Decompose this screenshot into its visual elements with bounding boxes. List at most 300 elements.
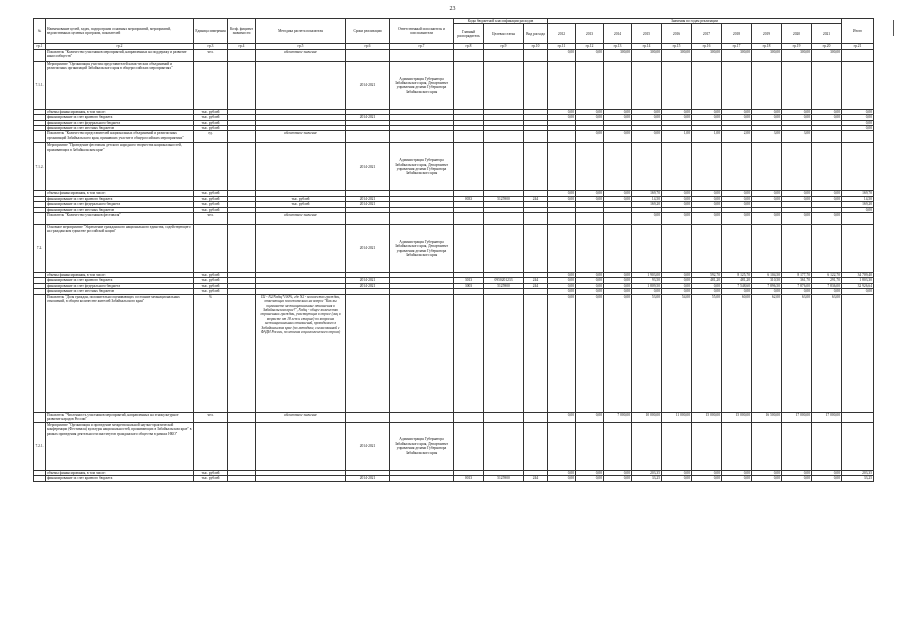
empty-cell: [548, 422, 576, 470]
empty-cell: [752, 422, 782, 470]
year-value: 0,00: [548, 109, 576, 114]
unit-cell: чел.: [194, 213, 228, 225]
deadline-cell: 2014-2021: [346, 476, 390, 481]
year-value: 0,00: [604, 273, 632, 278]
year-value: 0,00: [722, 289, 752, 294]
header-deadline: Сроки реализации: [346, 19, 390, 44]
financing-row: [34, 476, 874, 481]
gr-cell: 3003: [454, 283, 484, 288]
year-value: 481,20: [692, 278, 722, 283]
year-value: 0,00: [752, 115, 782, 120]
total-value: 34 709,40: [842, 273, 874, 278]
year-value: 0,00: [692, 191, 722, 196]
year-value: 17 000,00: [782, 412, 812, 422]
gr-cell: [454, 213, 484, 225]
header-total: Итого: [842, 19, 874, 44]
year-value: 0,00: [692, 213, 722, 225]
year-value: 310,50: [752, 278, 782, 283]
year-value: 0,00: [692, 202, 722, 207]
empty-cell: [454, 61, 484, 109]
year-value: 1 809,50: [632, 283, 662, 288]
cs-cell: 5125900: [484, 196, 524, 201]
header-vr: Вид расхода: [524, 24, 548, 44]
coef-cell: [228, 476, 256, 481]
year-value: 7 836,00: [812, 283, 842, 288]
year-value: 17 000,00: [812, 412, 842, 422]
year-value: 1 903,00: [632, 273, 662, 278]
colnum-cell: гр.4: [228, 44, 256, 49]
year-value: 0,00: [576, 289, 604, 294]
year-value: 0,00: [576, 470, 604, 475]
colnum-cell: гр.8: [454, 44, 484, 49]
header-year: 2014: [604, 24, 632, 44]
header-year: 2018: [722, 24, 752, 44]
coef-cell: [228, 213, 256, 225]
year-value: 7 876,00: [782, 283, 812, 288]
header-bk-group: Коды бюджетной классификации расходов: [454, 19, 548, 24]
year-value: 0,00: [752, 196, 782, 201]
executor-cell: Администрация Губернатора Забайкальского края, Департамент управления делами Губернатора Забайкальского края: [390, 225, 454, 273]
year-value: 0,00: [576, 476, 604, 481]
year-value: 3,00: [752, 131, 782, 143]
unit-cell: [194, 143, 228, 191]
vr-cell: [524, 294, 548, 412]
year-value: 6 104,50: [752, 273, 782, 278]
coef-cell: [228, 294, 256, 412]
empty-cell: [454, 225, 484, 273]
empty-cell: [722, 225, 752, 273]
year-value: 0,00: [576, 49, 604, 61]
unit-cell: тыс. рублей: [194, 476, 228, 481]
event-row: [34, 422, 874, 470]
gr-cell: [454, 294, 484, 412]
financing-label: объемы финансирования, в том числе:: [46, 191, 194, 196]
event-name: Мероприятие "Проведение фестиваля детского народного творчества национальностей, проживающих в Забайкальском крае": [46, 143, 194, 191]
year-value: 2,00: [722, 131, 752, 143]
year-value: 0,00: [662, 289, 692, 294]
financing-label: объемы финансирования, в том числе:: [46, 109, 194, 114]
year-value: 7 000,00: [604, 412, 632, 422]
total-value: 169,70: [842, 191, 874, 196]
year-value: 0,00: [662, 115, 692, 120]
year-value: 300,00: [692, 49, 722, 61]
total-value: [842, 213, 874, 225]
year-value: 0,00: [662, 191, 692, 196]
empty-cell: [662, 61, 692, 109]
event-name: Мероприятие "Организация и проведение межрегиональной научно-практической конференции (Фестиваля) культуры национальностей, проживающих в Забайкальском крае" в рамках проведения деятельности институтов гражданского общества в рамках НКО": [46, 422, 194, 470]
deadline-cell: [346, 294, 390, 412]
year-value: 0,00: [576, 115, 604, 120]
year-value: 1,00: [662, 131, 692, 143]
header-year: 2020: [782, 24, 812, 44]
empty-cell: [632, 143, 662, 191]
indicator-name: Показатель "Количество представителей национальных объединений и религиозных организаций Забайкальского края, принявших участие в общероссийских мероприятиях": [46, 131, 194, 143]
empty-cell: [454, 422, 484, 470]
header-years-group: Значения по годам реализации: [548, 19, 842, 24]
deadline-cell: 2014-2021: [346, 422, 390, 470]
executor-cell: Администрация Губернатора Забайкальского края, Департамент управления делами Губернатора Забайкальского края: [390, 143, 454, 191]
empty-cell: [692, 61, 722, 109]
year-value: 0,00: [604, 294, 632, 412]
empty-cell: [752, 143, 782, 191]
year-value: 0,00: [692, 196, 722, 201]
colnum-cell: гр.18: [752, 44, 782, 49]
empty-cell: [484, 422, 524, 470]
row-number: [34, 49, 46, 61]
empty-cell: [632, 61, 662, 109]
year-value: 0,00: [548, 294, 576, 412]
year-value: 0,00: [782, 476, 812, 481]
total-value: 33,25: [842, 476, 874, 481]
unit-cell: тыс. рублей: [194, 470, 228, 475]
empty-cell: [782, 61, 812, 109]
cs-cell: [484, 412, 524, 422]
method-cell: [256, 143, 346, 191]
year-value: 0,00: [722, 115, 752, 120]
year-value: 361,70: [782, 278, 812, 283]
unit-cell: тыс. рублей: [194, 109, 228, 114]
gr-cell: [454, 131, 484, 143]
year-value: 0,00: [576, 196, 604, 201]
financing-label: финансирование за счет федерального бюджета: [46, 120, 194, 125]
empty-cell: [662, 422, 692, 470]
unit-cell: тыс. рублей: [194, 191, 228, 196]
year-value: 0,00: [722, 470, 752, 475]
method-cell: [256, 225, 346, 273]
colnum-cell: гр.12: [576, 44, 604, 49]
year-value: 0,00: [632, 115, 662, 120]
year-value: 10 000,00: [632, 412, 662, 422]
year-value: 0,00: [692, 476, 722, 481]
year-value: 0,00: [812, 470, 842, 475]
page-number: 23: [449, 6, 456, 12]
year-value: 300,00: [632, 49, 662, 61]
year-value: 169,20: [632, 202, 662, 207]
cs-cell: 0950201233: [484, 278, 524, 283]
coef-cell: [228, 131, 256, 143]
header-year: 2016: [662, 24, 692, 44]
empty-cell: [524, 422, 548, 470]
financing-label: финансирование за счет местных бюджетов: [46, 289, 194, 294]
year-value: 0,00: [604, 109, 632, 114]
colnum-cell: гр.19: [782, 44, 812, 49]
year-value: 0,00: [576, 109, 604, 114]
unit-cell: тыс. рублей: [194, 120, 228, 125]
unit-cell: %: [194, 294, 228, 412]
year-value: 0,00: [692, 115, 722, 120]
unit-cell: тыс. рублей: [194, 278, 228, 283]
year-value: 0,00: [548, 196, 576, 201]
empty-cell: [454, 143, 484, 191]
year-value: 0,00: [692, 289, 722, 294]
year-value: [812, 131, 842, 143]
year-value: 0,00: [752, 470, 782, 475]
executor-cell: [390, 294, 454, 412]
year-value: 0,00: [604, 196, 632, 201]
unit-cell: ед.: [194, 131, 228, 143]
year-value: 0,00: [548, 191, 576, 196]
empty-cell: [484, 143, 524, 191]
empty-cell: [604, 422, 632, 470]
deadline-cell: 2014-2021: [346, 202, 390, 207]
deadline-cell: 2014-2021: [346, 225, 390, 273]
header-name: Наименование целей, задач, подпрограмм основных мероприятий, мероприятий, ведомственных целевых программ, показателей: [46, 19, 194, 44]
deadline-cell: [346, 49, 390, 61]
unit-cell: тыс. рублей: [194, 126, 228, 131]
year-value: 0,00: [662, 278, 692, 283]
empty-cell: [842, 422, 874, 470]
year-value: 0,00: [812, 213, 842, 225]
method-cell: тыс. рублей: [256, 196, 346, 201]
deadline-cell: [346, 213, 390, 225]
table-header: [34, 19, 874, 50]
vr-cell: 244: [524, 476, 548, 481]
year-value: 7 896,50: [752, 283, 782, 288]
empty-cell: [484, 225, 524, 273]
year-value: 0,00: [662, 109, 692, 114]
year-value: 0,00: [576, 191, 604, 196]
year-value: 0,00: [722, 213, 752, 225]
empty-cell: [842, 225, 874, 273]
year-value: 0,00: [604, 191, 632, 196]
year-value: 0,00: [782, 109, 812, 114]
empty-cell: [524, 143, 548, 191]
year-value: 0,00: [722, 109, 752, 114]
year-value: 0,00: [548, 115, 576, 120]
year-value: 0,00: [662, 196, 692, 201]
year-value: 0,00: [812, 289, 842, 294]
header-method: Методика расчета показателя: [256, 19, 346, 44]
empty-cell: [662, 143, 692, 191]
year-value: 0,00: [548, 283, 576, 288]
financing-label: финансирование за счет краевого бюджета: [46, 278, 194, 283]
header-num: №: [34, 19, 46, 44]
colnum-cell: гр.15: [662, 44, 692, 49]
indicator-row: [34, 294, 874, 412]
colnum-cell: гр.7: [390, 44, 454, 49]
empty-cell: [524, 225, 548, 273]
year-value: 300,00: [604, 49, 632, 61]
year-value: 0,00: [752, 476, 782, 481]
year-value: 0,00: [692, 109, 722, 114]
event-row: [34, 143, 874, 191]
gr-cell: 0013: [454, 476, 484, 481]
year-value: 3,00: [782, 131, 812, 143]
colnum-cell: гр.1: [34, 44, 46, 49]
empty-cell: [812, 61, 842, 109]
year-value: 15 000,00: [722, 412, 752, 422]
empty-cell: [812, 143, 842, 191]
year-value: 0,00: [548, 412, 576, 422]
header-coef: Коэф. фициент значимости: [228, 19, 256, 44]
row-number: 7.1.1.: [34, 61, 46, 109]
year-value: 169,70: [632, 191, 662, 196]
unit-cell: тыс. рублей: [194, 202, 228, 207]
unit-cell: чел.: [194, 412, 228, 422]
indicator-row: [34, 213, 874, 225]
indicator-row: [34, 49, 874, 61]
total-value: [842, 412, 874, 422]
year-value: 0,00: [548, 273, 576, 278]
year-value: 11 000,00: [662, 412, 692, 422]
empty-cell: [722, 143, 752, 191]
year-value: 60,00: [722, 294, 752, 412]
empty-cell: [548, 143, 576, 191]
year-value: 0,00: [632, 213, 662, 225]
year-value: 0,00: [604, 289, 632, 294]
empty-cell: [722, 422, 752, 470]
year-value: 0,00: [604, 283, 632, 288]
header-executor: Ответственный исполнитель и соисполнители: [390, 19, 454, 44]
year-value: 0,00: [812, 109, 842, 114]
empty-cell: [662, 225, 692, 273]
year-value: 0,00: [604, 115, 632, 120]
year-value: 0,00: [812, 476, 842, 481]
financing-label: финансирование за счет местных бюджетов: [46, 207, 194, 212]
year-value: 0,00: [548, 470, 576, 475]
colnum-cell: гр.17: [722, 44, 752, 49]
colnum-cell: гр.16: [692, 44, 722, 49]
program-table: [33, 18, 874, 482]
method-cell: абсолютное значение: [256, 412, 346, 422]
colnum-cell: гр.6: [346, 44, 390, 49]
colnum-cell: гр.3: [194, 44, 228, 49]
method-cell: [256, 476, 346, 481]
deadline-cell: 2014-2021: [346, 61, 390, 109]
year-value: 300,00: [752, 49, 782, 61]
empty-cell: [576, 143, 604, 191]
year-value: 33,25: [632, 476, 662, 481]
year-value: 0,00: [722, 202, 752, 207]
empty-cell: [812, 225, 842, 273]
empty-cell: [692, 422, 722, 470]
year-value: [604, 213, 632, 225]
year-value: [548, 213, 576, 225]
financing-label: объемы финансирования, в том числе:: [46, 470, 194, 475]
year-value: 0,00: [604, 131, 632, 143]
header-year: 2015: [632, 24, 662, 44]
financing-label: финансирование за счет федерального бюджета: [46, 283, 194, 288]
method-cell: абсолютное значение: [256, 213, 346, 225]
year-value: 0,00: [548, 278, 576, 283]
header-cs: Целевая статья: [484, 24, 524, 44]
year-value: 0,00: [632, 289, 662, 294]
empty-cell: [782, 422, 812, 470]
year-value: 0,00: [632, 109, 662, 114]
year-value: 300,00: [722, 49, 752, 61]
year-value: 8 177,70: [782, 273, 812, 278]
event-name: Основное мероприятие "Укрепление гражданского национального единства, содействующего на гражданском единстве российской нации": [46, 225, 194, 273]
empty-cell: [484, 61, 524, 109]
unit-cell: тыс. рублей: [194, 273, 228, 278]
cs-cell: [484, 131, 524, 143]
empty-cell: [548, 225, 576, 273]
indicator-row: [34, 412, 874, 422]
year-value: 0,00: [752, 213, 782, 225]
vr-cell: [524, 213, 548, 225]
row-number: [34, 476, 46, 481]
year-value: 0,00: [662, 283, 692, 288]
executor-cell: [390, 49, 454, 61]
method-cell: П2 - N2/Nобщ*100%, где N2 - количество граждан, отвечающих положительно на вопрос "Как вы оцениваете межнациональные отношения в Забайкальском крае?", Nобщ - общее количество опрошенных граждан, участвующих в опросе (лиц в возрасте от 18 лет и старше) по вопросам межнациональных отношений, проводимого в Забайкальском крае (по методике, согласованной с ФАДН России, по итогам социологического опроса): [256, 294, 346, 412]
empty-cell: [524, 61, 548, 109]
unit-cell: тыс. рублей: [194, 289, 228, 294]
vr-cell: [524, 412, 548, 422]
event-row: [34, 225, 874, 273]
executor-cell: [390, 476, 454, 481]
colnum-cell: гр.5: [256, 44, 346, 49]
year-value: 14,50: [632, 196, 662, 201]
year-value: 15 000,00: [692, 412, 722, 422]
year-value: 0,00: [722, 191, 752, 196]
coef-cell: [228, 412, 256, 422]
method-cell: абсолютное значение: [256, 49, 346, 61]
unit-cell: тыс. рублей: [194, 207, 228, 212]
year-value: 592,70: [692, 273, 722, 278]
indicator-name: Показатель "Количество участников мероприятий, направленных на поддержку и развитие наносообществ": [46, 49, 194, 61]
year-value: 0,00: [782, 289, 812, 294]
header-gr: Главный распорядитель: [454, 24, 484, 44]
financing-label: финансирование за счет краевого бюджета: [46, 476, 194, 481]
unit-cell: [194, 422, 228, 470]
row-number: 7.2.: [34, 225, 46, 273]
total-value: [842, 294, 874, 412]
empty-cell: [842, 143, 874, 191]
financing-label: финансирование за счет краевого бюджета: [46, 196, 194, 201]
year-value: 63,00: [782, 294, 812, 412]
table-body: [34, 49, 874, 481]
year-value: 0,00: [576, 283, 604, 288]
year-value: 0,00: [662, 476, 692, 481]
year-value: 0,00: [782, 196, 812, 201]
executor-cell: [390, 131, 454, 143]
year-value: 1,00: [692, 131, 722, 143]
empty-cell: [576, 422, 604, 470]
empty-cell: [752, 225, 782, 273]
row-number: 7.1.2.: [34, 143, 46, 191]
year-value: 63,00: [812, 294, 842, 412]
year-value: 6 122,70: [812, 273, 842, 278]
empty-cell: [782, 143, 812, 191]
year-value: 0,00: [576, 278, 604, 283]
method-cell: [256, 61, 346, 109]
vr-cell: 244: [524, 196, 548, 201]
header-year: 2012: [548, 24, 576, 44]
empty-cell: [604, 143, 632, 191]
empty-cell: [632, 225, 662, 273]
empty-cell: [632, 422, 662, 470]
year-value: 203,35: [632, 470, 662, 475]
indicator-name: Показатель "Количество участников фестиваля": [46, 213, 194, 225]
coef-cell: [228, 49, 256, 61]
colnum-cell: гр.14: [632, 44, 662, 49]
total-value: 0,00: [842, 120, 874, 125]
vr-cell: [524, 49, 548, 61]
deadline-cell: 2014-2021: [346, 278, 390, 283]
coef-cell: [228, 61, 256, 109]
unit-cell: тыс. рублей: [194, 196, 228, 201]
scan-edge-mark: [893, 20, 894, 36]
year-value: 300,00: [782, 49, 812, 61]
year-value: 0,00: [782, 191, 812, 196]
total-value: 0,00: [842, 109, 874, 114]
financing-label: финансирование за счет местных бюджетов: [46, 126, 194, 131]
vr-cell: [524, 131, 548, 143]
year-value: 0,00: [812, 115, 842, 120]
method-cell: тыс. рублей: [256, 202, 346, 207]
financing-label: объемы финансирования, в том числе:: [46, 273, 194, 278]
header-unit: Единица измерения: [194, 19, 228, 44]
